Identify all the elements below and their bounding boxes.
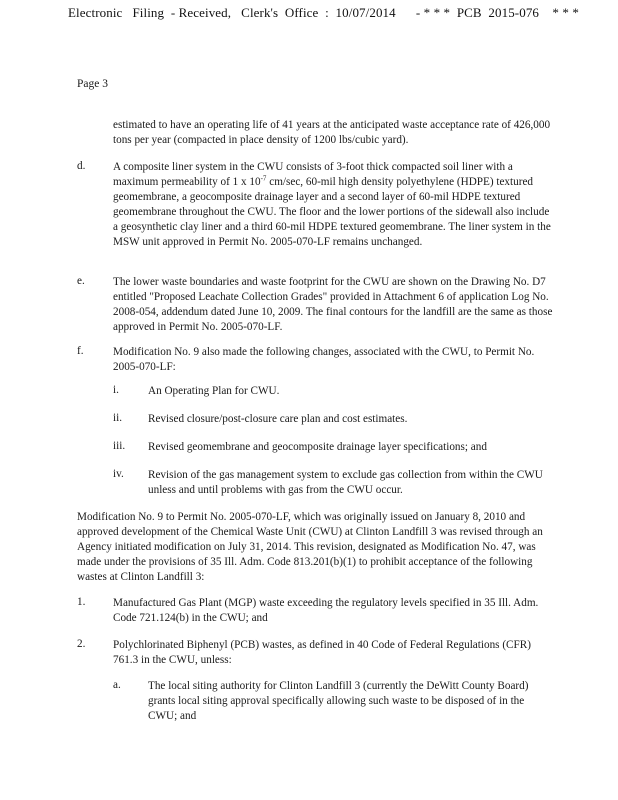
subitem-a-text: The local siting authority for Clinton Landfill 3 (currently the DeWitt County Board) grants local siting approval specifically allowing such waste to be disposed of in the CWU; and	[148, 680, 529, 722]
item-d-exponent: -7	[260, 174, 267, 183]
numbered-2-text: Polychlorinated Biphenyl (PCB) wastes, as defined in 40 Code of Federal Regulations (CFR) 761.3 in the CWU, unless:	[113, 639, 531, 666]
page-number: Page 3	[77, 78, 108, 90]
item-c-continuation: estimated to have an operating life of 41 years at the anticipated waste acceptance rate of 426,000 tons per year (compacted in place density of 1200 lbs/cubic yard).	[113, 119, 551, 146]
subitem-ii-label: ii.	[113, 412, 123, 424]
item-d-text	[113, 160, 553, 250]
item-e-text: The lower waste boundaries and waste footprint for the CWU are shown on the Drawing No. D7 entitled "Proposed Leachate Collection Grades" provided in Attachment 6 of application Log No. 2008-054, addendum dated June 10, 2009. The final contours for the landfill are the same as those approved in Permit No. 2005-070-LF.	[113, 276, 553, 333]
numbered-1-text: Manufactured Gas Plant (MGP) waste exceeding the regulatory levels specified in 35 Ill. Adm. Code 721.124(b) in the CWU; and	[113, 597, 539, 624]
item-d-text-end: cm/sec, 60-mil high density polyethylene (HDPE) textured geomembrane, a geocomposite drainage layer and a second layer of 60-mil HDPE textured geomembrane throughout the CWU. The floor and the lower portions of the sidewall also include a geosynthetic clay liner and a third 60-mil HDPE textured geomembrane. The liner system in the MSW unit approved in Permit No. 2005-070-LF remains unchanged.	[113, 176, 551, 248]
numbered-2-label: 2.	[77, 638, 86, 650]
subitem-iii-label: iii.	[113, 440, 126, 452]
item-e-label: e.	[77, 275, 85, 287]
subitem-ii-text: Revised closure/post-closure care plan and cost estimates.	[148, 413, 408, 425]
filing-header: Electronic Filing - Received, Clerk's Office : 10/07/2014 - * * * PCB 2015-076 * * *	[68, 5, 579, 20]
modification-paragraph: Modification No. 9 to Permit No. 2005-070-LF, which was originally issued on January 8, 2010 and approved development of the Chemical Waste Unit (CWU) at Clinton Landfill 3 was revised through an Agency initiated modification on July 31, 2014. This revision, designated as Modification No. 47, was made under the provisions of 35 Ill. Adm. Code 813.201(b)(1) to prohibit acceptance of the following wastes at Clinton Landfill 3:	[77, 511, 543, 583]
subitem-i-text: An Operating Plan for CWU.	[148, 385, 280, 397]
item-f-label: f.	[77, 345, 84, 357]
subitem-i-label: i.	[113, 384, 119, 396]
item-d-label: d.	[77, 160, 86, 172]
subitem-iv-text: Revision of the gas management system to exclude gas collection from within the CWU unless and until problems with gas from the CWU occur.	[148, 469, 543, 496]
subitem-iii-text: Revised geomembrane and geocomposite drainage layer specifications; and	[148, 441, 487, 453]
item-f-text: Modification No. 9 also made the following changes, associated with the CWU, to Permit No. 2005-070-LF:	[113, 346, 535, 373]
subitem-a-label: a.	[113, 679, 121, 691]
item-d-text-start: A composite liner system in the CWU consists of 3-foot thick compacted soil liner with a maximum permeability of 1 x 10	[113, 161, 513, 188]
numbered-1-label: 1.	[77, 596, 86, 608]
subitem-iv-label: iv.	[113, 468, 124, 480]
